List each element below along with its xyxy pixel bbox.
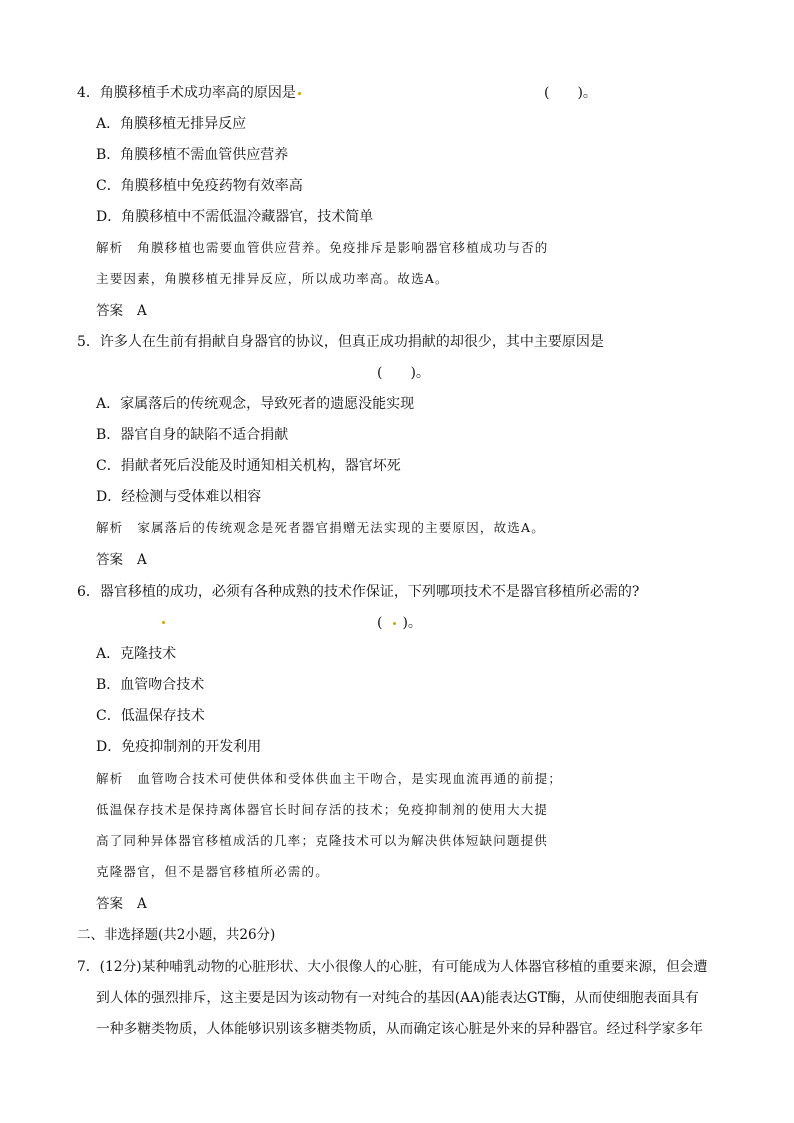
- section-heading: 二、非选择题(共2小题，共26分): [77, 927, 276, 943]
- answer-label: 答案: [96, 303, 123, 319]
- q5-option-c: C．捐献者死后没能及时通知相关机构，器官坏死: [96, 458, 401, 474]
- highlight-dot: [162, 621, 165, 624]
- q6-analysis-line-3: 高了同种异体器官移植成活的几率；克隆技术可以为解决供体短缺问题提供: [96, 833, 549, 848]
- q6-option-a: A．克隆技术: [96, 646, 177, 662]
- q4-option-b: B．角膜移植不需血管供应营养: [96, 147, 289, 163]
- q4-answer: 答案 A: [96, 303, 147, 319]
- q7-line-3: 一种多糖类物质，人体能够识别该多糖类物质，从而确定该心脏是外来的异种器官。经过科学家多年: [96, 1021, 704, 1037]
- q7-line-2: 到人体的强烈排斥，这主要是因为该动物有一对纯合的基因(AA)能表达GT酶，从而使细胞表面具有: [96, 990, 699, 1006]
- analysis-label: 解析: [96, 240, 124, 255]
- q4-stem: 4．角膜移植手术成功率高的原因是: [77, 84, 303, 102]
- highlight-dot: [393, 622, 396, 625]
- q4-analysis-line-1: 解析 角膜移植也需要血管供应营养。免疫排斥是影响器官移植成功与否的: [96, 240, 549, 255]
- q5-answer-paren: ( )。: [377, 365, 430, 381]
- q5-analysis-line-1: 解析 家属落后的传统观念是死者器官捐赠无法实现的主要原因，故选A。: [96, 520, 545, 535]
- q5-option-b: B．器官自身的缺陷不适合捐献: [96, 427, 289, 443]
- answer-label: 答案: [96, 896, 123, 912]
- q6-analysis-line-4: 克隆器官，但不是器官移植所必需的。: [96, 864, 329, 879]
- q4-analysis-line-2: 主要因素，角膜移植无排异反应，所以成功率高。故选A。: [96, 271, 449, 286]
- q6-option-c: C．低温保存技术: [96, 708, 205, 724]
- q6-option-b: B．血管吻合技术: [96, 677, 205, 693]
- q4-option-c: C．角膜移植中免疫药物有效率高: [96, 178, 303, 194]
- analysis-label: 解析: [96, 771, 124, 786]
- q7-line-1: 7．(12分)某种哺乳动物的心脏形状、大小很像人的心脏，有可能成为人体器官移植的重要来源，但会遭: [77, 959, 708, 975]
- q4-option-a: A．角膜移植无排异反应: [96, 116, 247, 132]
- q6-analysis-line-1: 解析 血管吻合技术可使供体和受体供血主干吻合，是实现血流再通的前提；: [96, 771, 563, 786]
- q6-answer-paren: ( )。: [377, 615, 422, 631]
- q6-stem: 6．器官移植的成功，必须有各种成熟的技术作保证，下列哪项技术不是器官移植所必需的?: [77, 584, 640, 600]
- answer-label: 答案: [96, 552, 123, 568]
- q6-analysis-line-2: 低温保存技术是保持离体器官长时间存活的技术；免疫抑制剂的使用大大提: [96, 802, 549, 817]
- q6-option-d: D．免疫抑制剂的开发利用: [96, 739, 262, 755]
- q5-stem: 5．许多人在生前有捐献自身器官的协议，但真正成功捐献的却很少，其中主要原因是: [77, 334, 604, 350]
- q5-option-a: A．家属落后的传统观念，导致死者的遗愿没能实现: [96, 396, 415, 412]
- q4-answer-paren: ( )。: [544, 85, 597, 101]
- q6-answer: 答案 A: [96, 896, 147, 912]
- highlight-dot: [298, 92, 301, 95]
- q5-option-d: D．经检测与受体难以相容: [96, 489, 262, 505]
- q5-answer: 答案 A: [96, 552, 147, 568]
- analysis-label: 解析: [96, 520, 124, 535]
- q4-option-d: D．角膜移植中不需低温冷藏器官，技术简单: [96, 209, 374, 225]
